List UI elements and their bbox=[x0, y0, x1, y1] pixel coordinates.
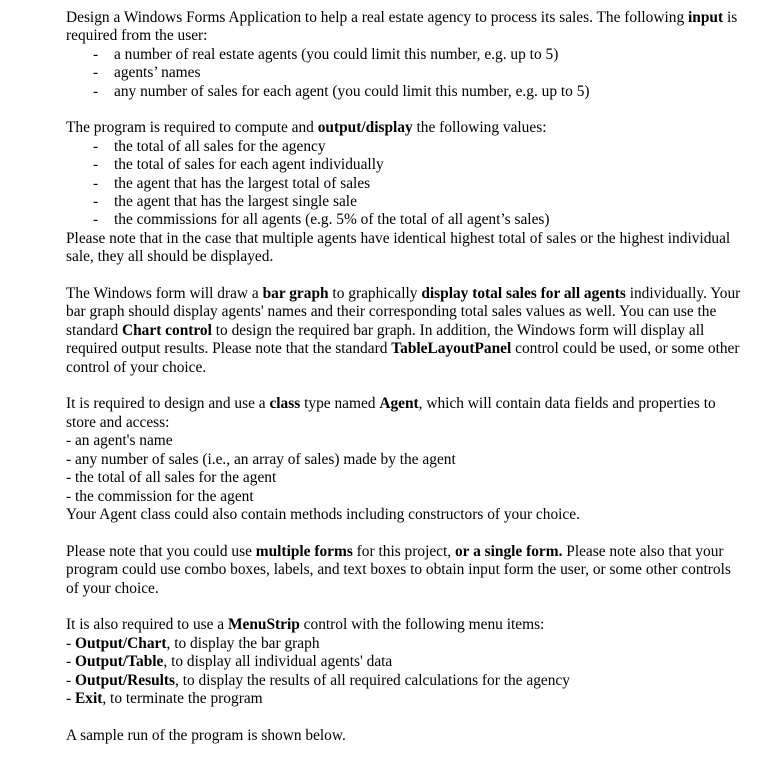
list-item: - the agent that has the largest single sale bbox=[93, 193, 357, 211]
list-item: - Output/Results, to display the results of all required calculations for the agency bbox=[66, 671, 570, 689]
list-item: - any number of sales (i.e., an array of sales) made by the agent bbox=[66, 450, 456, 468]
intro-bold-input: input bbox=[688, 9, 724, 26]
dash-bullet: - bbox=[93, 45, 99, 63]
class-fields-list bbox=[66, 432, 746, 506]
menu-paragraph: It is also required to use a MenuStrip control with the following menu items: bbox=[66, 616, 545, 634]
forms-note-paragraph: Please note that you could use multiple forms for this project, or a single form. Please note also that your program could use combo boxes, labels, and text boxes to obtain input form the user, or some other controls of your choice. bbox=[66, 542, 731, 597]
list-item: - Exit, to terminate the program bbox=[66, 689, 263, 707]
intro-paragraph bbox=[66, 9, 746, 46]
dash-bullet: - bbox=[93, 82, 99, 100]
list-item: - the commission for the agent bbox=[66, 487, 254, 505]
list-item: - agents’ names bbox=[93, 64, 201, 82]
dash-bullet: - bbox=[93, 156, 99, 174]
input-list bbox=[66, 46, 746, 101]
output-list bbox=[66, 138, 746, 230]
tie-note: Please note that in the case that multiple agents have identical highest total of sales or the highest individual sale, they all should be displayed. bbox=[66, 229, 731, 266]
dash-bullet: - bbox=[93, 174, 99, 192]
list-item: - Output/Chart, to display the bar graph bbox=[66, 634, 320, 652]
list-item: - the agent that has the largest total of sales bbox=[93, 174, 371, 192]
list-item: - an agent's name bbox=[66, 432, 173, 450]
dash-bullet: - bbox=[93, 137, 99, 155]
intro-text: Design a Windows Forms Application to help a real estate agency to process its sales. The following bbox=[66, 9, 689, 26]
compute-bold-output: output/display bbox=[317, 119, 413, 137]
dash-bullet: - bbox=[93, 193, 99, 211]
dash-bullet: - bbox=[93, 211, 99, 229]
form-paragraph: The Windows form will draw a bar graph to graphically display total sales for all agents individually. Your bar graph should display agents' names and their corresponding total sales values as well. You can use the standard Chart control to design the required bar graph. In addition, the Windows form will display all required output results. Please note that the standard TableLayoutPanel control could be used, or some other control of your choice. bbox=[66, 285, 741, 376]
list-item: - the total of all sales for the agency bbox=[93, 137, 326, 155]
list-item: - a number of real estate agents (you could limit this number, e.g. up to 5) bbox=[93, 45, 559, 63]
list-item: - the total of sales for each agent individually bbox=[93, 156, 384, 174]
menu-items-list bbox=[66, 635, 746, 709]
assignment-document bbox=[66, 9, 746, 745]
intro-text-end: is required from the user: bbox=[66, 9, 738, 45]
sample-run-text: A sample run of the program is shown below. bbox=[66, 726, 346, 744]
class-paragraph: It is required to design and use a class type named Agent, which will contain data fields and properties to store and access: bbox=[66, 395, 716, 431]
list-item: - Output/Table, to display all individual agents' data bbox=[66, 653, 393, 671]
compute-paragraph: The program is required to compute and output/display the following values: bbox=[66, 119, 547, 137]
list-item: - the total of all sales for the agent bbox=[66, 469, 277, 487]
dash-bullet: - bbox=[93, 64, 99, 82]
list-item: - the commissions for all agents (e.g. 5% of the total of all agent’s sales) bbox=[93, 211, 550, 229]
list-item: - any number of sales for each agent (you could limit this number, e.g. up to 5) bbox=[93, 82, 590, 100]
class-end: Your Agent class could also contain methods including constructors of your choice. bbox=[66, 505, 580, 523]
